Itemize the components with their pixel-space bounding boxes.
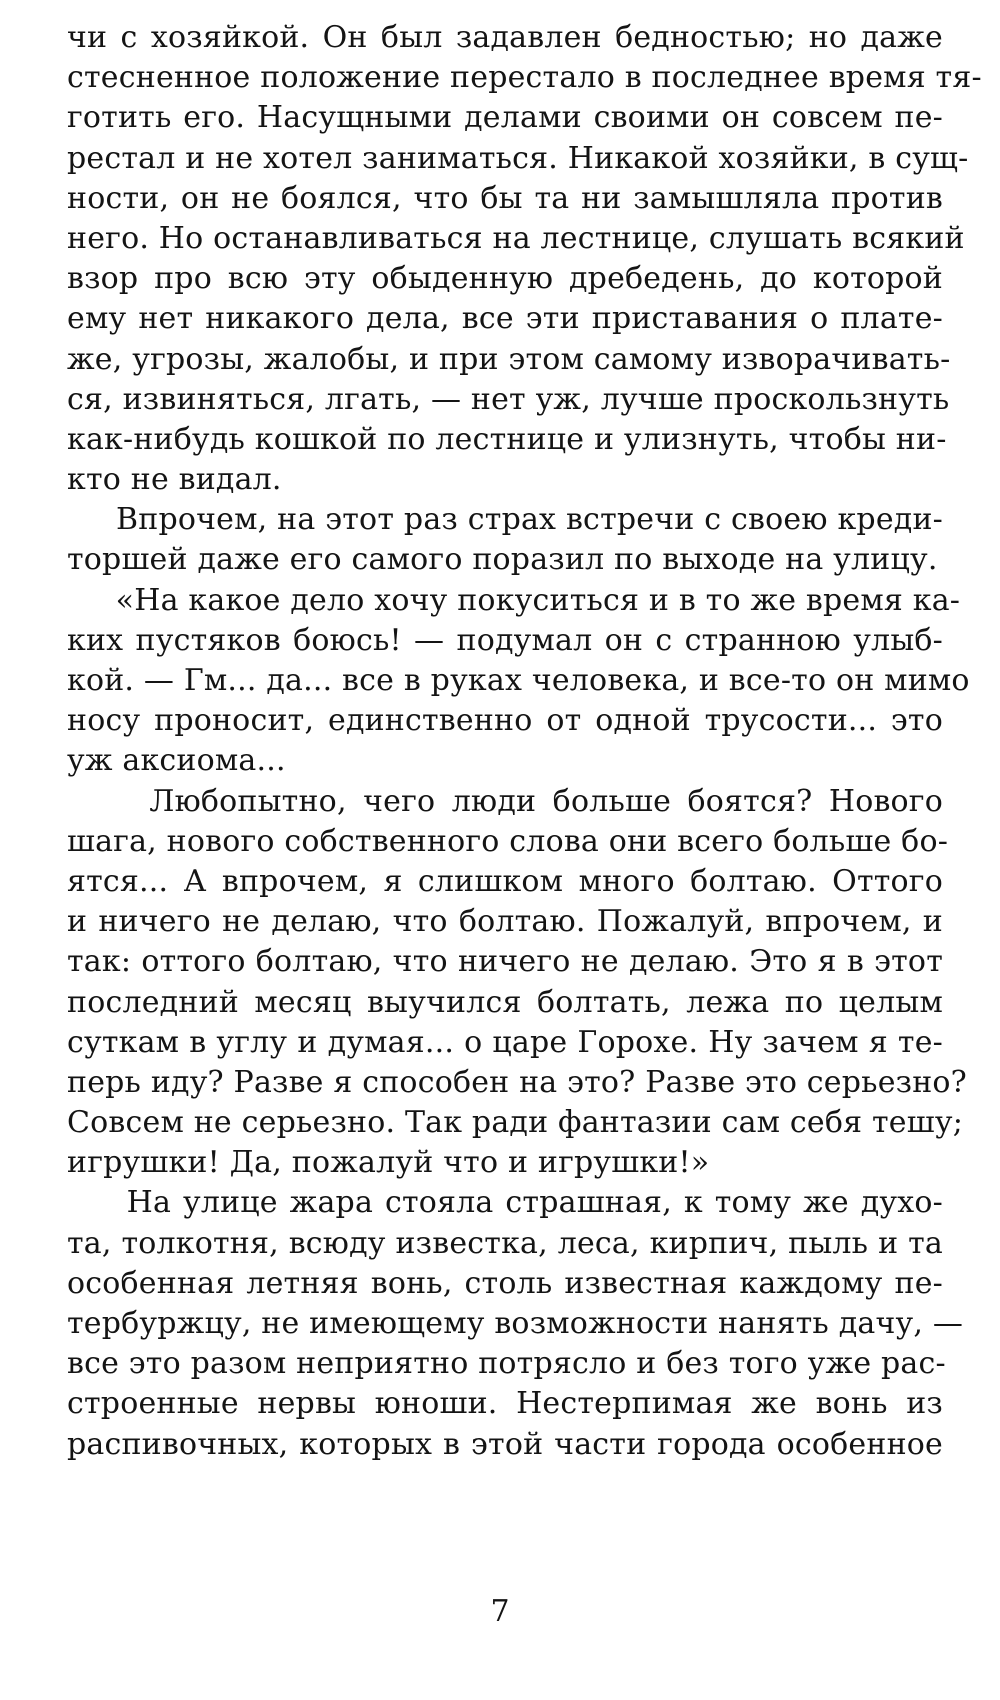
text-line: Совсем не серьезно. Так ради фантазии сам себя тешу; (67, 1105, 964, 1141)
text-line: и ничего не делаю, что болтаю. Пожалуй, впрочем, и (67, 904, 943, 940)
text-line: «На какое дело хочу покуситься и в то же время ка- (67, 582, 961, 618)
text-line: так: оттого болтаю, что ничего не делаю. Это я в этот (67, 944, 943, 980)
text-line: чи с хозяйкой. Он был задавлен бедностью; но даже (67, 20, 943, 55)
text-line: носу проносит, единственно от одной трусости... это (67, 703, 943, 739)
text-line: На улице жара стояла страшная, к тому же духо- (67, 1185, 943, 1221)
text-line: как-нибудь кошкой по лестнице и улизнуть, чтобы ни- (67, 421, 947, 457)
text-line: ятся... А впрочем, я слишком много болтаю. Оттого (67, 863, 943, 899)
text-line: суткам в углу и думая... о царе Горохе. Ну зачем я те- (67, 1024, 943, 1060)
text-line: кто не видал. (67, 462, 282, 498)
text-line: ему нет никакого дела, все эти приставания о плате- (67, 301, 943, 337)
text-line: Любопытно, чего люди больше боятся? Нового (67, 783, 943, 819)
text-line: готить его. Насущными делами своими он совсем пе- (67, 100, 943, 136)
body-text (67, 18, 982, 1465)
text-line: особенная летняя вонь, столь известная каждому пе- (67, 1265, 943, 1301)
text-line: ких пустяков боюсь! — подумал он с странною улыб- (67, 622, 943, 658)
text-line: та, толкотня, всюду известка, леса, кирпич, пыль и та (67, 1225, 943, 1261)
text-line: ности, он не боялся, что бы та ни замышляла против (67, 180, 943, 216)
text-line: строенные нервы юноши. Нестерпимая же вонь из (67, 1386, 943, 1422)
text-line: торшей даже его самого поразил по выходе на улицу. (67, 542, 938, 578)
text-line: распивочных, которых в этой части города особенное (67, 1426, 943, 1462)
text-line: рестал и не хотел заниматься. Никакой хозяйки, в сущ- (67, 140, 969, 176)
text-line: последний месяц выучился болтать, лежа по целым (67, 984, 943, 1020)
page-number: 7 (490, 1594, 510, 1629)
text-line: Впрочем, на этот раз страх встречи с своею креди- (67, 502, 943, 538)
text-line: же, угрозы, жалобы, и при этом самому изворачивать- (67, 341, 951, 377)
text-line: ся, извиняться, лгать, — нет уж, лучше проскользнуть (67, 381, 950, 417)
text-line: шага, нового собственного слова они всего больше бо- (67, 823, 949, 859)
text-line: перь иду? Разве я способен на это? Разве это серьезно? (67, 1064, 967, 1100)
text-line: тербуржцу, не имеющему возможности нанять дачу, — (67, 1306, 964, 1341)
text-line: него. Но останавливаться на лестнице, слушать всякий (67, 220, 965, 256)
text-line: кой. — Гм... да... все в руках человека, и все-то он мимо (67, 663, 970, 698)
text-line: стесненное положение перестало в последнее время тя- (67, 60, 982, 96)
text-line: игрушки! Да, пожалуй что и игрушки!» (67, 1145, 710, 1181)
text-line: уж аксиома... (67, 743, 286, 779)
text-line: взор про всю эту обыденную дребедень, до которой (67, 261, 943, 297)
text-line: все это разом неприятно потрясло и без того уже рас- (67, 1346, 946, 1382)
